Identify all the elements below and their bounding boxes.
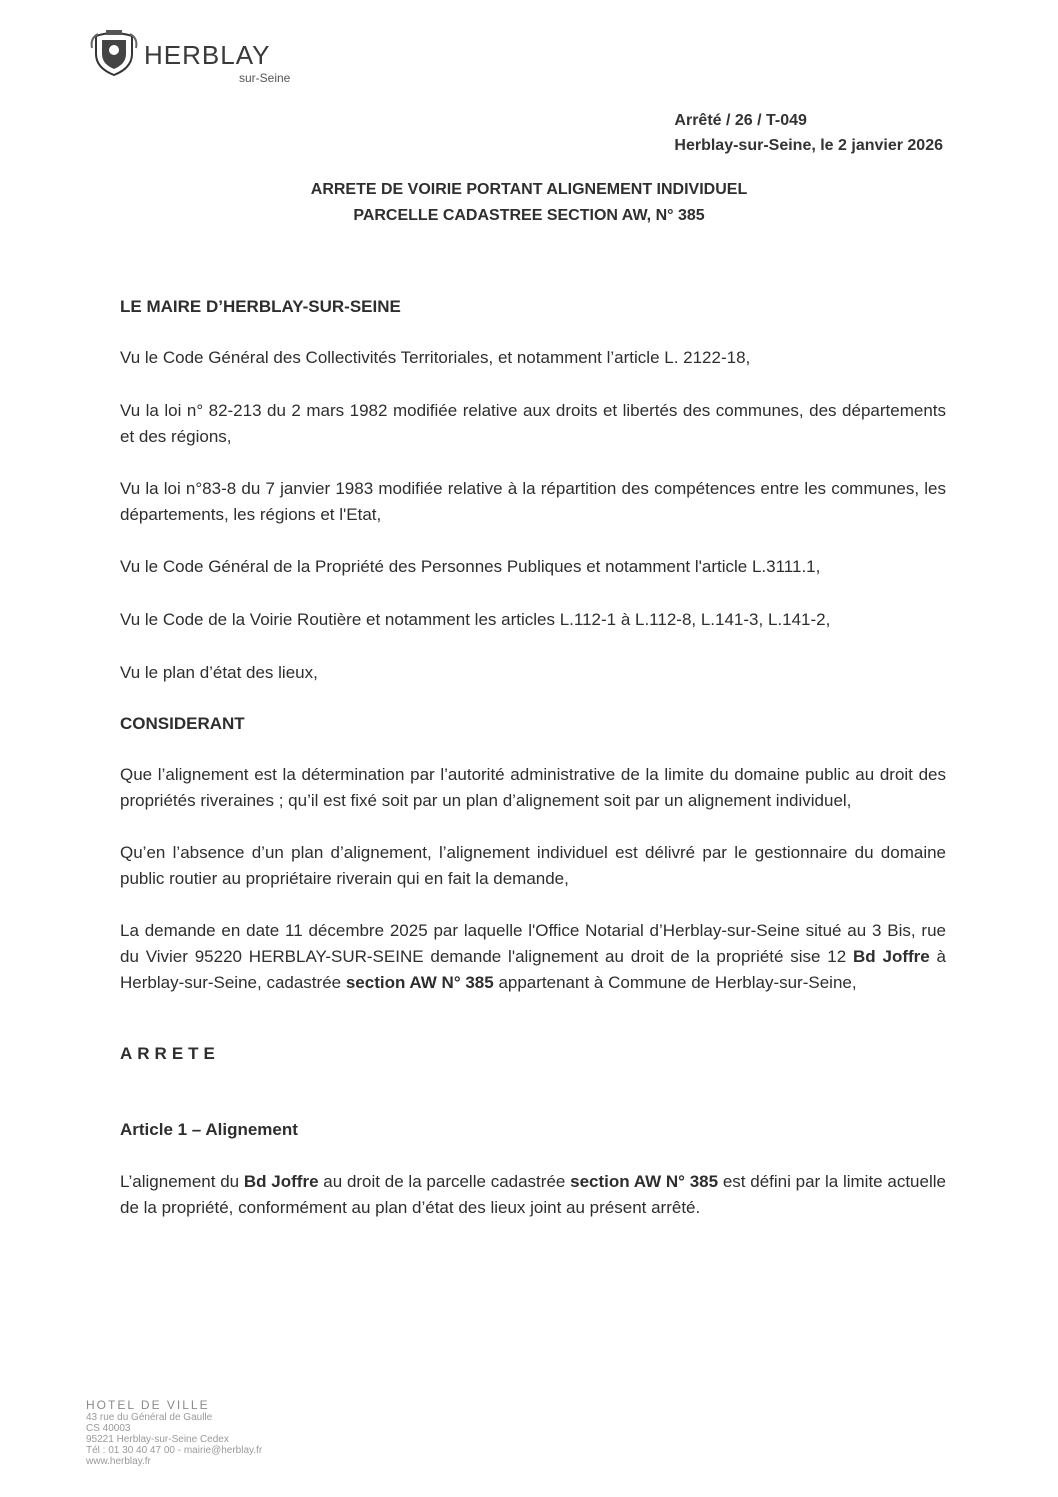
title-line-1: ARRETE DE VOIRIE PORTANT ALIGNEMENT INDIVIDUEL [310, 181, 748, 198]
authority-heading: LE MAIRE D’HERBLAY-SUR-SEINE [120, 297, 401, 316]
vu-paragraph-6: Vu le plan d’état des lieux, [120, 663, 318, 682]
vu-paragraph-4: Vu le Code Général de la Propriété des Personnes Publiques et notamment l'article L.3111.1, [120, 557, 821, 576]
arrete-heading: ARRETE [120, 1044, 220, 1063]
footer-address [86, 1398, 262, 1467]
demande-paragraph [120, 918, 946, 996]
article-1-text-2: au droit de la parcelle cadastrée [318, 1172, 571, 1191]
considerant-paragraph-1: Que l’alignement est la détermination par l’autorité administrative de la limite du domaine public au droit des propriétés riveraines ; qu’il est fixé soit par un plan d’alignement soit par un alignement individuel, [120, 765, 946, 810]
considerant-heading: CONSIDERANT [120, 714, 245, 733]
vu-paragraph-5: Vu le Code de la Voirie Routière et notamment les articles L.112-1 à L.112-8, L.141-3, L.141-2, [120, 610, 831, 629]
footer-address-line-1: 43 rue du Général de Gaulle [86, 1412, 213, 1423]
article-1-text-3: est défini par la limite actuelle de la propriété, conformément au plan d’état des lieux joint au présent arrêté. [120, 1172, 946, 1217]
vu-paragraph-2: Vu la loi n° 82-213 du 2 mars 1982 modifiée relative aux droits et libertés des communes, des départements et des régions, [120, 401, 946, 446]
demande-text-3: appartenant à Commune de Herblay-sur-Seine, [493, 973, 857, 992]
article-1-parcel: section AW N° 385 [570, 1172, 719, 1191]
document-title [0, 177, 1058, 229]
title-line-2: PARCELLE CADASTREE SECTION AW, N° 385 [353, 207, 705, 224]
document-body [120, 294, 946, 1221]
footer-hotel-de-ville: HOTEL DE VILLE [86, 1398, 210, 1412]
article-1-street: Bd Joffre [243, 1172, 319, 1191]
demande-text-2: à Herblay-sur-Seine, cadastrée [120, 947, 946, 992]
vu-paragraph-1: Vu le Code Général des Collectivités Territoriales, et notamment l’article L. 2122-18, [120, 348, 751, 367]
footer-address-line-2: CS 40003 [86, 1423, 131, 1434]
logo-wordmark: HERBLAY [144, 40, 271, 70]
article-1-text-1: L’alignement du [120, 1172, 244, 1191]
place-date: Herblay-sur-Seine, le 2 janvier 2026 [674, 137, 943, 154]
footer-website: www.herblay.fr [86, 1456, 151, 1467]
coat-of-arms-icon [90, 28, 138, 78]
decree-reference: Arrêté / 26 / T-049 [674, 112, 807, 129]
footer-contact: Tél : 01 30 40 47 00 - mairie@herblay.fr [86, 1445, 263, 1456]
city-logo [90, 28, 310, 88]
article-1-paragraph [120, 1169, 946, 1221]
article-1-heading: Article 1 – Alignement [120, 1120, 298, 1139]
demande-text-1: La demande en date 11 décembre 2025 par laquelle l'Office Notarial d’Herblay-sur-Seine situé au 3 Bis, rue du Vivier 95220 HERBLAY-SUR-SEINE demande l'alignement au droit de la propriété sise 12 [120, 921, 946, 966]
logo-subtitle: sur-Seine [239, 71, 291, 85]
reference-block [674, 108, 943, 158]
vu-paragraph-3: Vu la loi n°83-8 du 7 janvier 1983 modifiée relative à la répartition des compétences entre les communes, les départements, les régions et l'Etat, [120, 479, 946, 524]
footer-address-line-3: 95221 Herblay-sur-Seine Cedex [86, 1434, 229, 1445]
demande-parcel: section AW N° 385 [345, 973, 494, 992]
demande-street: Bd Joffre [853, 947, 930, 966]
considerant-paragraph-2: Qu’en l’absence d’un plan d’alignement, l’alignement individuel est délivré par le gestionnaire du domaine public routier au propriétaire riverain qui en fait la demande, [120, 843, 946, 888]
